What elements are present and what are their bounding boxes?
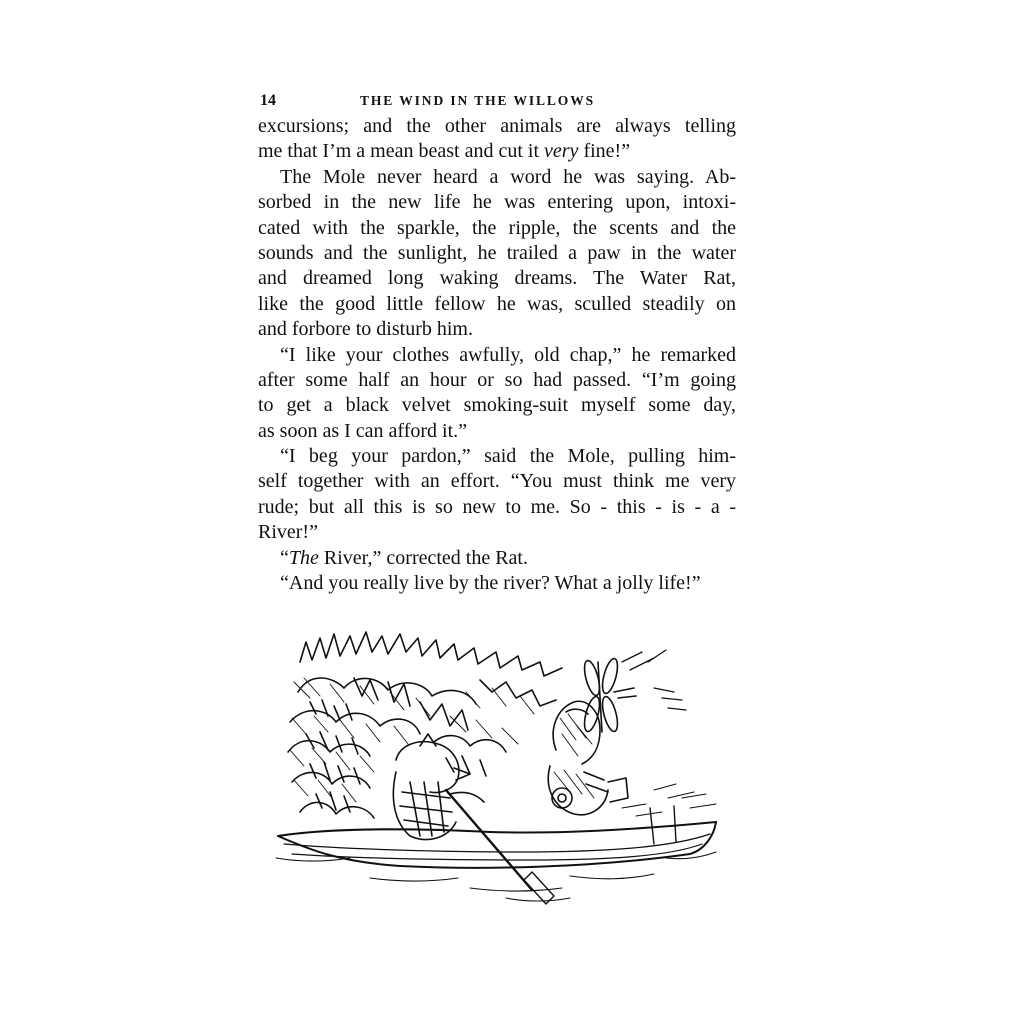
text-line: cated with the sparkle, the ripple, the scents and the xyxy=(258,216,736,239)
text-line: sounds and the sunlight, he trailed a paw in the water xyxy=(258,241,736,264)
dragonfly xyxy=(582,657,636,733)
text-line: The Mole never heard a word he was saying. Ab- xyxy=(280,165,736,188)
page-number: 14 xyxy=(260,92,276,109)
text-line: to get a black velvet smoking-suit myself some day, xyxy=(258,394,736,417)
foliage-shading xyxy=(290,678,534,802)
text-line: as soon as I can afford it.” xyxy=(258,419,468,442)
text-line xyxy=(258,546,736,571)
book-page xyxy=(258,88,736,596)
boat-illustration xyxy=(270,622,722,912)
body-text xyxy=(258,114,736,596)
oar xyxy=(446,790,554,904)
running-title: THE WIND IN THE WILLOWS xyxy=(360,93,596,108)
text-line: rude; but all this is so new to me. So - this - is - a - xyxy=(258,495,736,518)
text-line: “I beg your pardon,” said the Mole, pulling him- xyxy=(280,445,736,468)
text-line: and dreamed long waking dreams. The Water Rat, xyxy=(258,267,736,290)
text-segment: me that I’m a mean beast and cut it xyxy=(258,140,545,163)
italic-word: The xyxy=(288,546,319,569)
text-segment: River,” corrected the Rat. xyxy=(318,546,528,569)
text-line: self together with an effort. “You must think me very xyxy=(258,470,736,493)
page-header xyxy=(258,88,736,114)
text-line: “And you really live by the river? What a jolly life!” xyxy=(280,572,701,595)
text-line: and forbore to disturb him. xyxy=(258,318,473,341)
text-segment: fine!” xyxy=(578,140,631,163)
wind-strokes xyxy=(622,650,686,710)
text-line: “I like your clothes awfully, old chap,” he remarked xyxy=(280,343,736,366)
text-line: excursions; and the other animals are always telling xyxy=(258,115,736,137)
text-line: sorbed in the new life he was entering upon, intoxi- xyxy=(258,191,736,214)
water-rat xyxy=(393,734,484,840)
italic-word: very xyxy=(544,140,579,163)
text-line xyxy=(258,139,736,164)
text-line: after some half an hour or so had passed. “I’m going xyxy=(258,368,736,391)
text-segment: “ xyxy=(280,546,289,569)
text-line: like the good little fellow he was, sculled steadily on xyxy=(258,292,736,315)
water-ripples xyxy=(276,784,716,901)
text-line: River!” xyxy=(258,521,318,544)
